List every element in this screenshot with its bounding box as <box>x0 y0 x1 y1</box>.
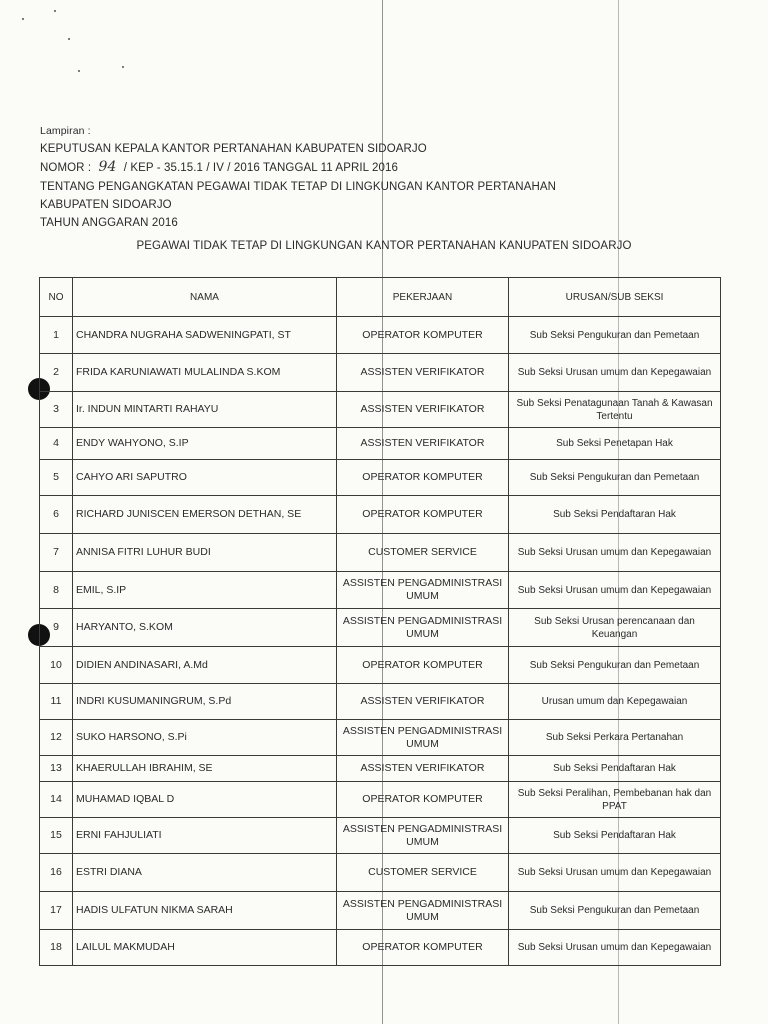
lampiran-label: Lampiran : <box>40 125 91 137</box>
table-row <box>40 609 721 647</box>
handwritten-number: 94 <box>98 159 117 176</box>
cell-urusan: Sub Seksi Pendaftaran Hak <box>509 756 721 782</box>
cell-pekerjaan: ASSISTEN PENGADMINISTRASI UMUM <box>337 892 509 930</box>
cell-no: 7 <box>40 534 73 572</box>
cell-no: 11 <box>40 684 73 720</box>
cell-urusan: Sub Seksi Penetapan Hak <box>509 428 721 460</box>
cell-no: 12 <box>40 720 73 756</box>
decree-line-1: KEPUTUSAN KEPALA KANTOR PERTANAHAN KABUPATEN SIDOARJO <box>40 143 427 156</box>
cell-pekerjaan: ASSISTEN PENGADMINISTRASI UMUM <box>337 609 509 647</box>
cell-urusan: Urusan umum dan Kepegawaian <box>509 684 721 720</box>
cell-no: 5 <box>40 460 73 496</box>
table-row <box>40 930 721 966</box>
cell-urusan: Sub Seksi Peralihan, Pembebanan hak dan PPAT <box>509 782 721 818</box>
cell-nama: CAHYO ARI SAPUTRO <box>73 460 337 496</box>
cell-urusan: Sub Seksi Pengukuran dan Pemetaan <box>509 460 721 496</box>
cell-pekerjaan: OPERATOR KOMPUTER <box>337 460 509 496</box>
decree-line-4: KABUPATEN SIDOARJO <box>40 198 172 211</box>
cell-urusan: Sub Seksi Urusan umum dan Kepegawaian <box>509 930 721 966</box>
cell-nama: ANNISA FITRI LUHUR BUDI <box>73 534 337 572</box>
cell-urusan: Sub Seksi Urusan umum dan Kepegawaian <box>509 572 721 609</box>
cell-nama: RICHARD JUNISCEN EMERSON DETHAN, SE <box>73 496 337 534</box>
cell-nama: HARYANTO, S.KOM <box>73 609 337 647</box>
table-row <box>40 782 721 818</box>
table-row <box>40 496 721 534</box>
staff-table <box>39 277 721 966</box>
table-row <box>40 647 721 684</box>
column-header-urusan: URUSAN/SUB SEKSI <box>509 278 721 317</box>
cell-nama: INDRI KUSUMANINGRUM, S.Pd <box>73 684 337 720</box>
cell-pekerjaan: ASSISTEN VERIFIKATOR <box>337 756 509 782</box>
cell-nama: ESTRI DIANA <box>73 854 337 892</box>
cell-nama: CHANDRA NUGRAHA SADWENINGPATI, ST <box>73 317 337 354</box>
cell-nama: ENDY WAHYONO, S.IP <box>73 428 337 460</box>
table-row <box>40 818 721 854</box>
decree-line-3: TENTANG PENGANGKATAN PEGAWAI TIDAK TETAP DI LINGKUNGAN KANTOR PERTANAHAN <box>40 180 557 193</box>
cell-no: 1 <box>40 317 73 354</box>
cell-urusan: Sub Seksi Pengukuran dan Pemetaan <box>509 892 721 930</box>
cell-pekerjaan: ASSISTEN PENGADMINISTRASI UMUM <box>337 572 509 609</box>
scan-speck <box>78 70 80 72</box>
table-row <box>40 892 721 930</box>
cell-pekerjaan: OPERATOR KOMPUTER <box>337 496 509 534</box>
table-row <box>40 720 721 756</box>
document-title: PEGAWAI TIDAK TETAP DI LINGKUNGAN KANTOR PERTANAHAN KANUPATEN SIDOARJO <box>136 240 632 252</box>
decree-header <box>40 122 740 232</box>
cell-nama: Ir. INDUN MINTARTI RAHAYU <box>73 392 337 428</box>
cell-no: 18 <box>40 930 73 966</box>
table-row <box>40 317 721 354</box>
scan-speck <box>122 66 124 68</box>
cell-no: 2 <box>40 354 73 392</box>
scan-speck <box>68 38 70 40</box>
column-header-pekerjaan: PEKERJAAN <box>337 278 509 317</box>
nomor-suffix: / KEP - 35.15.1 / IV / 2016 TANGGAL 11 APRIL 2016 <box>123 162 399 175</box>
cell-nama: DIDIEN ANDINASARI, A.Md <box>73 647 337 684</box>
cell-no: 10 <box>40 647 73 684</box>
cell-urusan: Sub Seksi Pengukuran dan Pemetaan <box>509 317 721 354</box>
cell-urusan: Sub Seksi Urusan umum dan Kepegawaian <box>509 854 721 892</box>
cell-urusan: Sub Seksi Urusan perencanaan dan Keuangan <box>509 609 721 647</box>
scan-speck <box>22 18 24 20</box>
cell-urusan: Sub Seksi Pendaftaran Hak <box>509 818 721 854</box>
column-header-nama: NAMA <box>73 278 337 317</box>
cell-no: 15 <box>40 818 73 854</box>
cell-pekerjaan: ASSISTEN PENGADMINISTRASI UMUM <box>337 720 509 756</box>
cell-pekerjaan: OPERATOR KOMPUTER <box>337 782 509 818</box>
table-row <box>40 854 721 892</box>
cell-no: 6 <box>40 496 73 534</box>
table-row <box>40 392 721 428</box>
cell-no: 3 <box>40 392 73 428</box>
table-row <box>40 684 721 720</box>
cell-nama: SUKO HARSONO, S.Pi <box>73 720 337 756</box>
cell-pekerjaan: ASSISTEN VERIFIKATOR <box>337 354 509 392</box>
cell-nama: HADIS ULFATUN NIKMA SARAH <box>73 892 337 930</box>
cell-nama: EMIL, S.IP <box>73 572 337 609</box>
table-row <box>40 534 721 572</box>
cell-no: 14 <box>40 782 73 818</box>
cell-no: 16 <box>40 854 73 892</box>
cell-no: 4 <box>40 428 73 460</box>
table-body <box>40 317 721 966</box>
cell-urusan: Sub Seksi Urusan umum dan Kepegawaian <box>509 534 721 572</box>
decree-line-5: TAHUN ANGGARAN 2016 <box>40 217 178 230</box>
nomor-prefix: NOMOR : <box>40 162 92 175</box>
cell-pekerjaan: CUSTOMER SERVICE <box>337 534 509 572</box>
cell-urusan: Sub Seksi Perkara Pertanahan <box>509 720 721 756</box>
cell-pekerjaan: ASSISTEN VERIFIKATOR <box>337 392 509 428</box>
cell-no: 17 <box>40 892 73 930</box>
cell-no: 9 <box>40 609 73 647</box>
column-header-no: NO <box>40 278 73 317</box>
table-row <box>40 428 721 460</box>
table-header-row <box>40 278 721 317</box>
table-row <box>40 460 721 496</box>
cell-urusan: Sub Seksi Penatagunaan Tanah & Kawasan Tertentu <box>509 392 721 428</box>
cell-nama: MUHAMAD IQBAL D <box>73 782 337 818</box>
table-row <box>40 572 721 609</box>
cell-nama: KHAERULLAH IBRAHIM, SE <box>73 756 337 782</box>
table-row <box>40 354 721 392</box>
decree-number-line <box>40 158 740 177</box>
cell-nama: ERNI FAHJULIATI <box>73 818 337 854</box>
cell-no: 8 <box>40 572 73 609</box>
cell-nama: LAILUL MAKMUDAH <box>73 930 337 966</box>
cell-urusan: Sub Seksi Urusan umum dan Kepegawaian <box>509 354 721 392</box>
cell-nama: FRIDA KARUNIAWATI MULALINDA S.KOM <box>73 354 337 392</box>
cell-urusan: Sub Seksi Pendaftaran Hak <box>509 496 721 534</box>
cell-urusan: Sub Seksi Pengukuran dan Pemetaan <box>509 647 721 684</box>
cell-pekerjaan: ASSISTEN VERIFIKATOR <box>337 684 509 720</box>
table-row <box>40 756 721 782</box>
cell-no: 13 <box>40 756 73 782</box>
cell-pekerjaan: CUSTOMER SERVICE <box>337 854 509 892</box>
cell-pekerjaan: OPERATOR KOMPUTER <box>337 930 509 966</box>
cell-pekerjaan: OPERATOR KOMPUTER <box>337 647 509 684</box>
cell-pekerjaan: OPERATOR KOMPUTER <box>337 317 509 354</box>
cell-pekerjaan: ASSISTEN PENGADMINISTRASI UMUM <box>337 818 509 854</box>
scan-speck <box>54 10 56 12</box>
cell-pekerjaan: ASSISTEN VERIFIKATOR <box>337 428 509 460</box>
